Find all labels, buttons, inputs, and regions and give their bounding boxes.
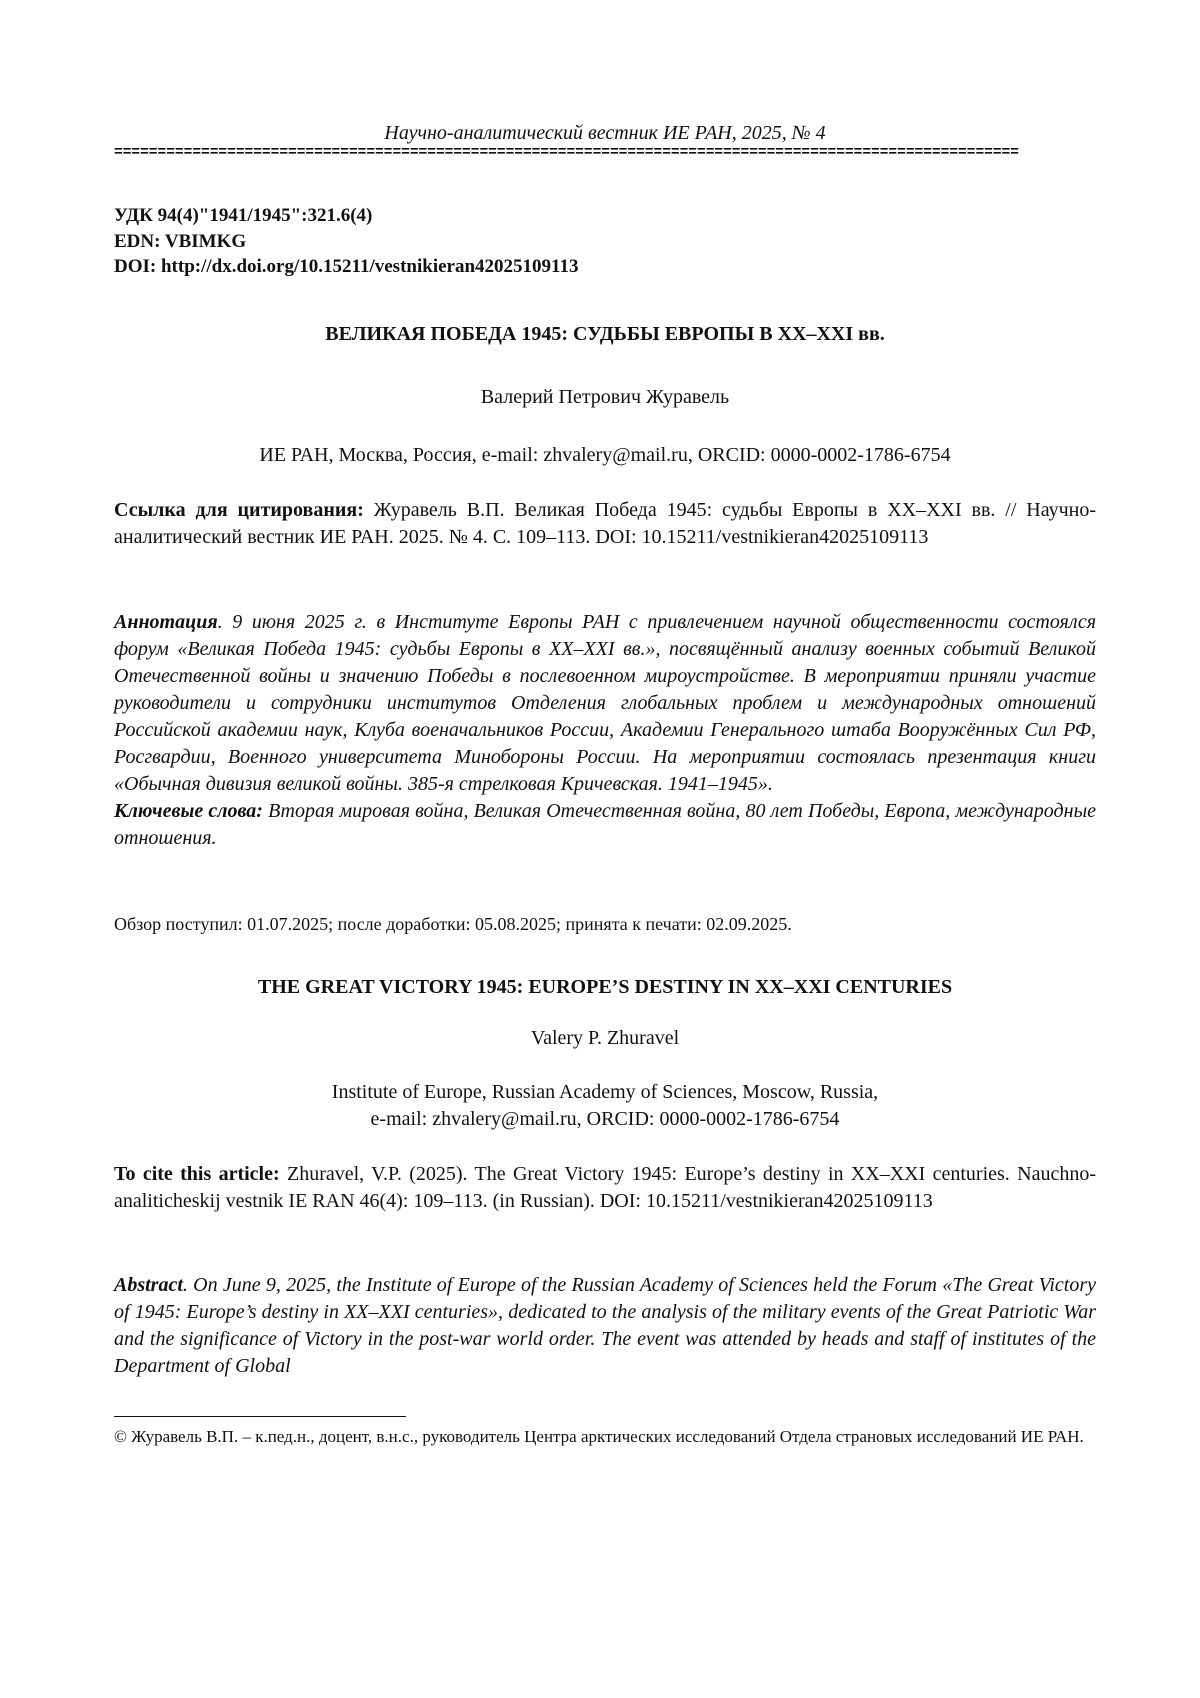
abstract-label-ru: Аннотация [114, 611, 218, 633]
abstract-text-en: . On June 9, 2025, the Institute of Europe of the Russian Academy of Sciences held the Forum «The Great Victory of 1945: Europe’s destiny in XX–XXI centuries», dedicated to the analysis of the military events of the Great Patriotic War and the significance of Victory in the post-war world order. The event was attended by heads and staff of institutes of the Department of Global [114, 1274, 1096, 1377]
author-affiliation-en [114, 1079, 1096, 1133]
citation-text-en: Zhuravel, V.P. (2025). The Great Victory 1945: Europe’s destiny in XX–XXI centuries. Nauchno-analiticheskij vestnik IE RAN 46(4): 109–113. (in Russian). DOI: 10.15211/vestnikieran42025109113 [114, 1163, 1096, 1212]
abstract-label-en: Abstract [114, 1274, 183, 1296]
author-name-ru: Валерий Петрович Журавель [480, 386, 730, 408]
udk-code: УДК 94(4)"1941/1945":321.6(4) [114, 205, 373, 226]
running-head: Научно-аналитический вестник ИЕ РАН, 2025, № 4 [384, 122, 826, 144]
author-affiliation-ru: ИЕ РАН, Москва, Россия, e-mail: zhvalery@mail.ru, ORCID: 0000-0002-1786-6754 [259, 444, 951, 466]
author-footnote: © Журавель В.П. – к.пед.н., доцент, в.н.с., руководитель Центра арктических исследований Отдела страновых исследований ИЕ РАН. [114, 1427, 1084, 1446]
doi-link[interactable]: DOI: http://dx.doi.org/10.15211/vestnikieran42025109113 [114, 256, 579, 277]
keywords-text-ru: Вторая мировая война, Великая Отечественная война, 80 лет Победы, Европа, международные отношения. [114, 800, 1096, 849]
citation-en [114, 1161, 1096, 1215]
article-title-ru: ВЕЛИКАЯ ПОБЕДА 1945: СУДЬБЫ ЕВРОПЫ В XX–XXI вв. [325, 323, 885, 345]
author-name-en: Valery P. Zhuravel [530, 1027, 680, 1049]
header-separator: ======================================================================================================== [114, 145, 1019, 161]
abstract-en [114, 1272, 1096, 1380]
citation-ru [114, 497, 1096, 551]
edn-code: EDN: VBIMKG [114, 230, 247, 252]
abstract-text-ru: . 9 июня 2025 г. в Институте Европы РАН с привлечением научной общественности состоялся форум «Великая Победа 1945: судьбы Европы в XX–XXI вв.», посвящённый анализу военных событий Великой Отечественной войны и значению Победы в послевоенном мироустройстве. В мероприятии приняли участие руководители и сотрудники институтов Отделения глобальных проблем и международных отношений Российской академии наук, Клуба военачальников России, Академии Генерального штаба Вооружённых Сил РФ, Росгвардии, Военного университета Минобороны России. На мероприятии состоялась презентация книги «Обычная дивизия великой войны. 385-я стрелковая Кричевская. 1941–1945». [114, 611, 1096, 795]
article-title-en: THE GREAT VICTORY 1945: EUROPE’S DESTINY IN XX–XXI CENTURIES [257, 976, 953, 998]
keywords-label-ru: Ключевые слова: [114, 800, 263, 822]
citation-text-ru: Журавель В.П. Великая Победа 1945: судьбы Европы в XX–XXI вв. // Научно-аналитический вестник ИЕ РАН. 2025. № 4. С. 109–113. DOI: 10.15211/vestnikieran42025109113 [114, 499, 1096, 548]
citation-label-en: To cite this article: [114, 1163, 280, 1185]
abstract-ru [114, 609, 1096, 852]
article-metadata [114, 203, 1096, 280]
footnote-divider [114, 1416, 406, 1417]
review-dates: Обзор поступил: 01.07.2025; после доработки: 05.08.2025; принята к печати: 02.09.2025. [114, 914, 792, 934]
citation-label-ru: Ссылка для цитирования: [114, 499, 364, 521]
affiliation-line-2: e-mail: zhvalery@mail.ru, ORCID: 0000-0002-1786-6754 [370, 1108, 840, 1130]
affiliation-line-1: Institute of Europe, Russian Academy of Sciences, Moscow, Russia, [331, 1081, 879, 1103]
